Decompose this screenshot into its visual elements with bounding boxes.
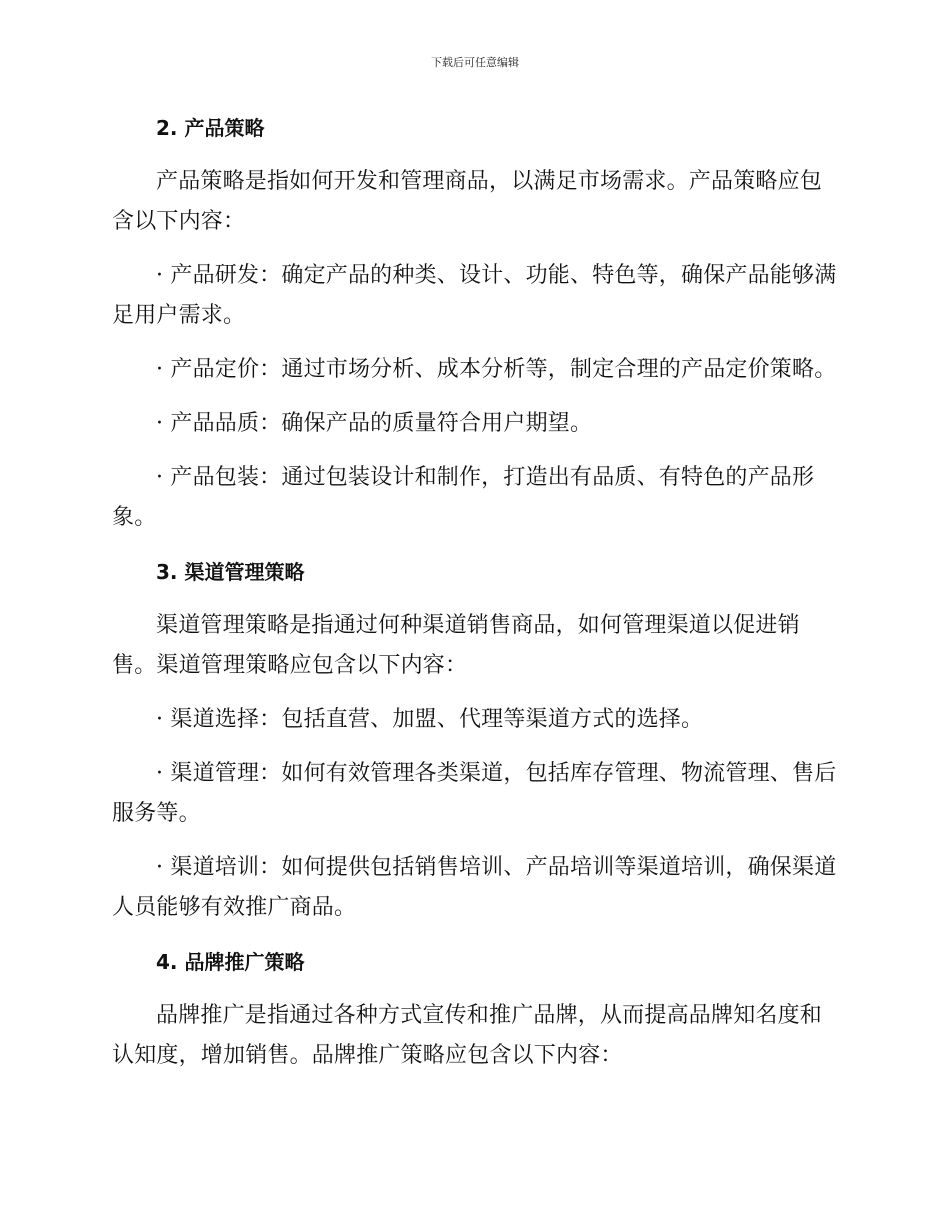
header-note: 下载后可任意编辑: [431, 56, 519, 69]
bullet-item: · 产品研发：确定产品的种类、设计、功能、特色等，确保产品能够满足用户需求。: [112, 263, 837, 328]
section-intro: 品牌推广是指通过各种方式宣传和推广品牌，从而提高品牌知名度和认知度，增加销售。品牌推广策略应包含以下内容：: [112, 1003, 823, 1068]
section-brand-strategy: [112, 942, 842, 1076]
document-body: [112, 108, 842, 1090]
bullet-item: · 渠道培训：如何提供包括销售培训、产品培训等渠道培训，确保渠道人员能够有效推广商品。: [112, 855, 837, 920]
bullet-item: · 产品定价：通过市场分析、成本分析等，制定合理的产品定价策略。: [156, 357, 837, 382]
section-heading: 3. 渠道管理策略: [156, 560, 305, 584]
bullet-item: · 渠道选择：包括直营、加盟、代理等渠道方式的选择。: [156, 707, 704, 732]
section-product-strategy: [112, 108, 842, 538]
section-intro: 渠道管理策略是指通过何种渠道销售商品，如何管理渠道以促进销售。渠道管理策略应包含以下内容：: [112, 613, 800, 678]
bullet-item: · 产品品质：确保产品的质量符合用户期望。: [156, 411, 593, 436]
section-channel-strategy: [112, 552, 842, 928]
bullet-item: · 渠道管理：如何有效管理各类渠道，包括库存管理、物流管理、售后服务等。: [112, 761, 837, 826]
section-heading: 4. 品牌推广策略: [156, 950, 305, 974]
bullet-item: · 产品包装：通过包装设计和制作，打造出有品质、有特色的产品形象。: [112, 465, 815, 530]
section-intro: 产品策略是指如何开发和管理商品，以满足市场需求。产品策略应包含以下内容：: [112, 169, 823, 234]
section-heading: 2. 产品策略: [156, 116, 265, 140]
